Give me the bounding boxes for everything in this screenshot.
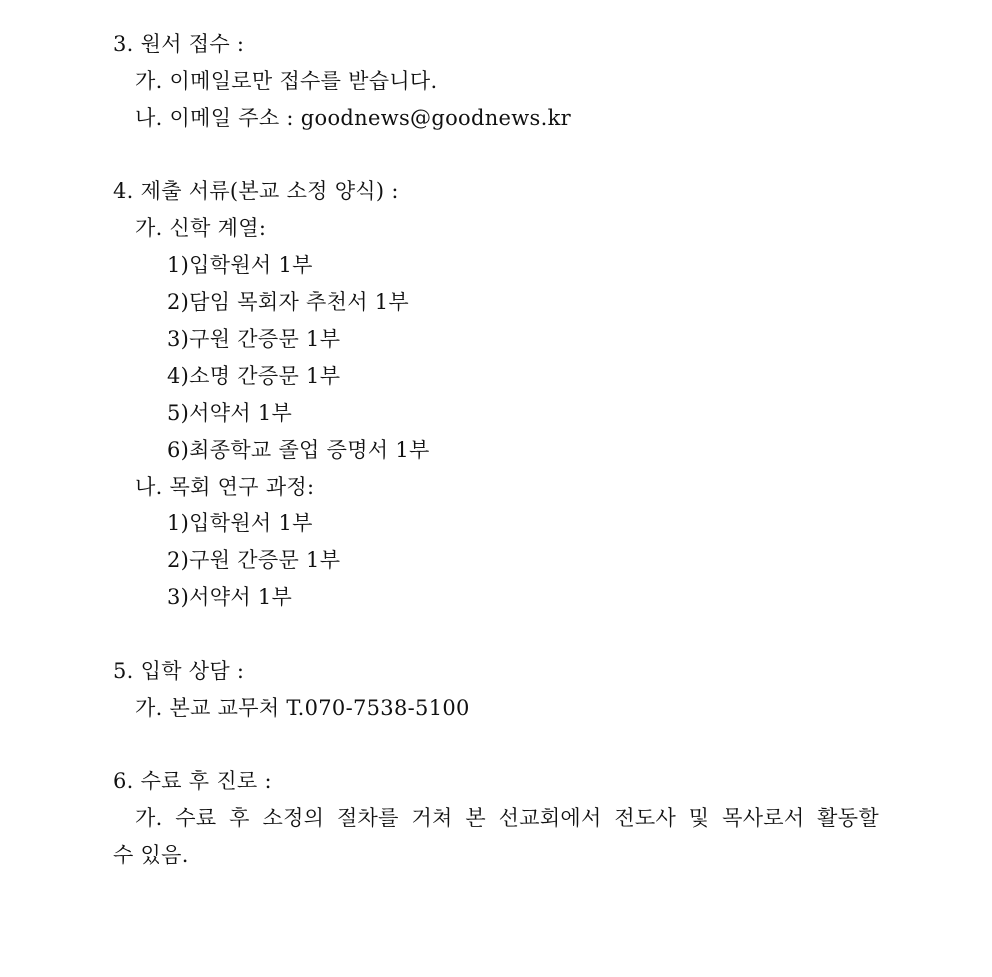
- paragraph-word: 목사로서: [722, 806, 805, 830]
- section-heading-documents: 4. 제출 서류(본교 소정 양식) :: [113, 179, 399, 203]
- paragraph-word: 절차를: [336, 806, 399, 830]
- paragraph-word: 가.: [135, 806, 163, 830]
- list-item: 가. 본교 교무처 T.070-7538-5100: [135, 696, 470, 720]
- paragraph-word: 거쳐: [411, 806, 453, 830]
- list-item: 6)최종학교 졸업 증명서 1부: [167, 438, 430, 462]
- paragraph-line: 수 있음.: [113, 843, 189, 867]
- list-item: 1)입학원서 1부: [167, 511, 313, 535]
- section-heading-application: 3. 원서 접수 :: [113, 32, 245, 56]
- list-item: 3)구원 간증문 1부: [167, 327, 341, 351]
- section-heading-consultation: 5. 입학 상담 :: [113, 659, 245, 683]
- list-item: 4)소명 간증문 1부: [167, 364, 341, 388]
- paragraph-word: 본: [465, 806, 486, 830]
- paragraph-word: 및: [688, 806, 710, 830]
- paragraph-word: 활동할: [817, 806, 879, 830]
- list-item: 나. 이메일 주소 : goodnews@goodnews.kr: [135, 106, 571, 130]
- paragraph-word: 소정의: [262, 806, 325, 830]
- list-item: 3)서약서 1부: [167, 585, 293, 609]
- subsection-title-ministry: 나. 목회 연구 과정:: [135, 475, 315, 499]
- subsection-title-theology: 가. 신학 계열:: [135, 216, 267, 240]
- list-item: 1)입학원서 1부: [167, 253, 313, 277]
- section-heading-career: 6. 수료 후 진로 :: [113, 769, 272, 793]
- paragraph-word: 전도사: [614, 806, 677, 830]
- paragraph-line: [135, 808, 879, 829]
- list-item: 2)구원 간증문 1부: [167, 548, 341, 572]
- list-item: 5)서약서 1부: [167, 401, 293, 425]
- paragraph-word: 선교회에서: [498, 806, 602, 830]
- paragraph-word: 수료: [175, 806, 217, 830]
- list-item: 가. 이메일로만 접수를 받습니다.: [135, 69, 438, 93]
- paragraph-word: 후: [229, 806, 250, 830]
- list-item: 2)담임 목회자 추천서 1부: [167, 290, 410, 314]
